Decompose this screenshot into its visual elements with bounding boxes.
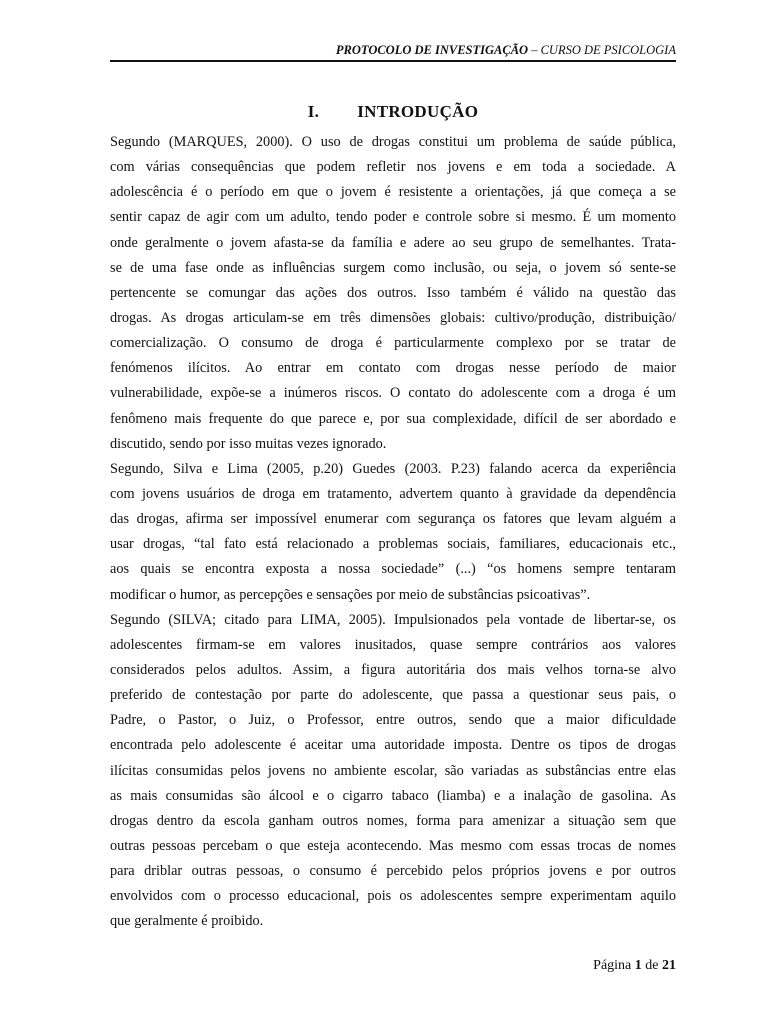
paragraph-line: Segundo, Silva e Lima (2005, p.20) Guedes (2003. P.23) falando acerca da experiência [110, 460, 676, 477]
page-footer [593, 958, 676, 974]
paragraph-line: adolescência é o período em que o jovem é resistente a orientações, já que começa a se [110, 184, 676, 201]
paragraph-line: encontrada pelo adolescente é aceitar uma autoridade imposta. Dentre os tipos de drogas [110, 737, 676, 754]
section-heading [110, 102, 676, 122]
paragraph-line: as mais consumidas são álcool e o cigarro tabaco (liamba) e a inalação de gasolina. As [110, 787, 676, 804]
paragraph [110, 608, 676, 935]
page-header [110, 40, 676, 62]
header-title-sub: CURSO DE PSICOLOGIA [540, 43, 676, 57]
paragraph-line: fenómenos ilícitos. Ao entrar em contato com drogas nesse período de maior [110, 360, 676, 377]
paragraph-line: fenômeno mais frequente do que parece e, por sua complexidade, difícil de ser abordado e [110, 410, 676, 427]
paragraph-line: com várias consequências que podem refletir nos jovens e em toda a sociedade. A [110, 159, 676, 176]
paragraph-line: comercialização. O consumo de droga é particularmente complexo por se tratar de [110, 335, 676, 352]
paragraph-line: Segundo (SILVA; citado para LIMA, 2005). Impulsionados pela vontade de libertar-se, os [110, 611, 676, 628]
header-title [336, 43, 676, 58]
paragraph-line: para driblar outras pessoas, o consumo é percebido pelos próprios jovens e por outros [110, 863, 676, 880]
paragraph [110, 130, 676, 457]
paragraph-line: envolvidos com o processo educacional, pois os adolescentes sempre experimentam aquilo [110, 888, 676, 905]
paragraph-line: com jovens usuários de droga em tratamento, advertem quanto à gravidade da dependência [110, 485, 676, 502]
document-body [110, 130, 676, 935]
paragraph-line: adolescentes firmam-se em valores inusitados, quase sempre contrários aos valores [110, 636, 676, 653]
paragraph-line: Padre, o Pastor, o Juiz, o Professor, entre outros, sendo que a maior dificuldade [110, 712, 676, 729]
page-current: 1 [634, 958, 642, 973]
paragraph-line: Segundo (MARQUES, 2000). O uso de drogas constitui um problema de saúde pública, [110, 134, 676, 150]
paragraph-line: discutido, sendo por isso muitas vezes ignorado. [110, 435, 387, 452]
paragraph-line: se de uma fase onde as influências surgem como inclusão, ou seja, o jovem só sente-se [110, 259, 676, 276]
paragraph [110, 457, 676, 608]
page-total: 21 [662, 958, 676, 973]
paragraph-line: outras pessoas percebam o que esteja acontecendo. Mas mesmo com essas trocas de nomes [110, 837, 676, 854]
paragraph-line: que geralmente é proibido. [110, 913, 264, 930]
paragraph-line: das drogas, afirma ser impossível enumerar com segurança os fatores que levam alguém a [110, 511, 676, 528]
section-number: I. [307, 102, 320, 121]
header-separator: – [528, 43, 541, 57]
paragraph-line: modificar o humor, as percepções e sensações por meio de substâncias psicoativas”. [110, 586, 591, 603]
of-word: de [645, 958, 659, 973]
paragraph-line: aos quais se encontra exposta a nossa sociedade” (...) “os homens sempre tentaram [110, 561, 676, 578]
paragraph-line: ilícitas consumidas pelos jovens no ambiente escolar, são variadas as substâncias entre elas [110, 762, 676, 779]
paragraph-line: usar drogas, “tal fato está relacionado a problemas sociais, familiares, educacionais etc., [110, 536, 676, 553]
paragraph-line: preferido de contestação por parte do adolescente, que passa a questionar seus pais, o [110, 687, 676, 704]
paragraph-line: sentir capaz de agir com um adulto, tendo poder e controle sobre si mesmo. É um momento [110, 209, 676, 226]
paragraph-line: vulnerabilidade, expõe-se a inúmeros riscos. O contato do adolescente com a droga é um [110, 385, 676, 402]
paragraph-line: considerados pelos adultos. Assim, a figura autoritária dos mais velhos torna-se alvo [110, 661, 676, 678]
header-title-main: PROTOCOLO DE INVESTIGAÇÃO [335, 43, 529, 57]
paragraph-line: drogas dentro da escola ganham outros nomes, forma para amenizar a situação sem que [110, 812, 676, 829]
paragraph-line: pertencente se comungar das ações dos outros. Isso também é válido na questão das [110, 284, 676, 301]
paragraph-line: onde geralmente o jovem afasta-se da família e adere ao seu grupo de semelhantes. Trata- [110, 234, 676, 251]
paragraph-line: drogas. As drogas articulam-se em três dimensões globais: cultivo/produção, distribuição/ [110, 309, 676, 326]
page-word: Página [593, 958, 632, 973]
section-title: INTRODUÇÃO [357, 102, 479, 121]
